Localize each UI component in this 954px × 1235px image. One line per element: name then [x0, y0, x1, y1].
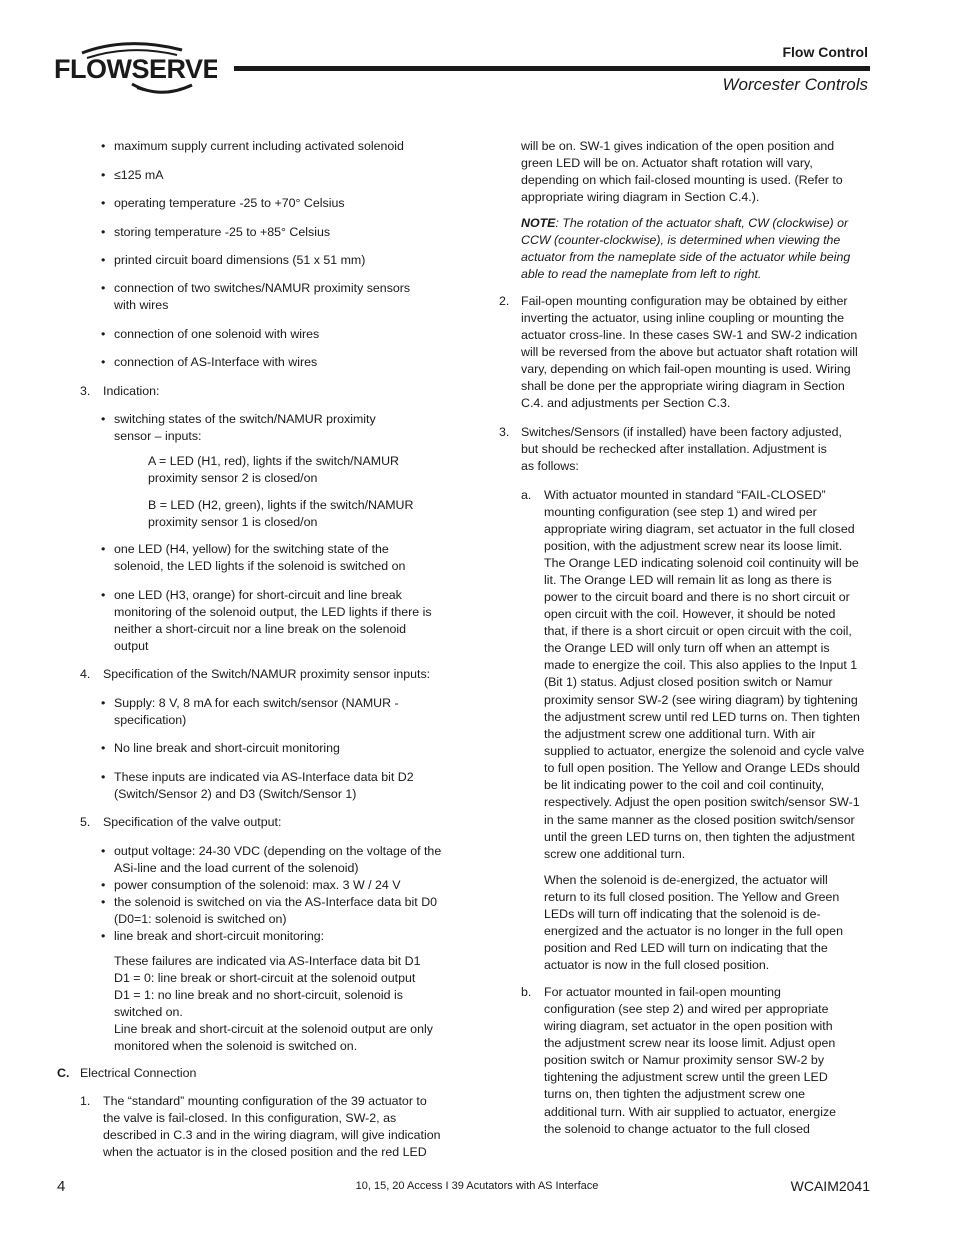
paragraph-line: in the same manner as the closed position switch/sensor: [544, 813, 855, 827]
list-item: specification): [114, 713, 187, 727]
paragraph-line: Fail-open mounting configuration may be obtained by either: [521, 294, 848, 308]
page-number: 4: [57, 1178, 66, 1195]
paragraph-line: will be reversed from the above but actuator shaft rotation will: [521, 345, 858, 359]
bullet: •: [101, 696, 106, 710]
paragraph-line: as follows:: [521, 459, 579, 473]
list-letter: a.: [521, 488, 532, 502]
bullet: •: [101, 878, 106, 892]
section-letter: C.: [57, 1066, 70, 1080]
bullet: •: [101, 355, 106, 369]
paragraph-line: tightening the adjustment screw until the green LED: [544, 1070, 828, 1084]
paragraph-line: will be on. SW-1 gives indication of the open position and: [521, 139, 835, 153]
bullet: •: [101, 895, 106, 909]
paragraph-line: The Orange LED indicating solenoid coil continuity will be: [544, 556, 859, 570]
division-label: Worcester Controls: [722, 75, 868, 94]
note-text: : The rotation of the actuator shaft, CW (clockwise) or: [555, 216, 849, 230]
paragraph-line: proximity sensor 1 is closed/on: [148, 515, 318, 529]
list-number: 2.: [499, 294, 510, 308]
paragraph-line: mounting configuration (see step 1) and wired per: [544, 505, 817, 519]
note-line: [521, 215, 848, 232]
list-item: power consumption of the solenoid: max. 3 W / 24 V: [114, 878, 401, 892]
bullet: •: [101, 542, 106, 556]
bullet: •: [101, 253, 106, 267]
list-item: These inputs are indicated via AS-Interface data bit D2: [114, 770, 414, 784]
bullet: •: [101, 588, 106, 602]
section-heading: Specification of the valve output:: [103, 815, 282, 829]
paragraph-line: monitored when the solenoid is switched on.: [114, 1039, 358, 1053]
paragraph-line: These failures are indicated via AS-Interface data bit D1: [114, 954, 421, 968]
paragraph-line: be lit indicating power to the coil and coil continuity,: [544, 778, 825, 792]
paragraph-line: proximity sensor 2 is closed/on: [148, 471, 318, 485]
bullet: •: [101, 929, 106, 943]
paragraph-line: (Bit 1) status. Adjust closed position switch or Namur: [544, 675, 833, 689]
list-item: output voltage: 24-30 VDC (depending on the voltage of the: [114, 844, 442, 858]
paragraph-line: the Orange LED will only turn off when an attempt is: [544, 641, 830, 655]
note-line: able to read the nameplate from left to right.: [521, 267, 762, 281]
paragraph-line: D1 = 0: line break or short-circuit at the solenoid output: [114, 971, 416, 985]
paragraph-line: the adjustment screw near its loose limit. Adjust open: [544, 1036, 836, 1050]
list-item: storing temperature -25 to +85° Celsius: [114, 225, 331, 239]
list-item: connection of one solenoid with wires: [114, 327, 320, 341]
list-item: Supply: 8 V, 8 mA for each switch/sensor (NAMUR -: [114, 696, 399, 710]
paragraph-line: position, with the adjustment screw near its loose limit.: [544, 539, 843, 553]
section-heading: Indication:: [103, 384, 160, 398]
paragraph-line: made to energize the coil. This also applies to the Input 1: [544, 658, 858, 672]
bullet: •: [101, 327, 106, 341]
paragraph-line: With actuator mounted in standard “FAIL-CLOSED”: [544, 488, 826, 502]
paragraph-line: when the actuator is in the closed position and the red LED: [103, 1145, 427, 1159]
paragraph-line: the valve is fail-closed. In this configuration, SW-2, as: [103, 1111, 397, 1125]
paragraph-line: shall be done per the appropriate wiring diagram in Section: [521, 379, 845, 393]
list-item: ≤125 mA: [114, 168, 164, 182]
list-item: one LED (H4, yellow) for the switching state of the: [114, 542, 389, 556]
bullet: •: [101, 770, 106, 784]
paragraph-line: proximity sensor SW-2 (see wiring diagram) by tightening: [544, 693, 858, 707]
paragraph-line: Switches/Sensors (if installed) have been factory adjusted,: [521, 425, 842, 439]
bullet: •: [101, 196, 106, 210]
paragraph-line: return to its full closed position. The Yellow and Green: [544, 890, 840, 904]
paragraph-line: B = LED (H2, green), lights if the switch/NAMUR: [148, 498, 414, 512]
paragraph-line: appropriate wiring diagram in Section C.4.).: [521, 190, 760, 204]
list-item: printed circuit board dimensions (51 x 51 mm): [114, 253, 366, 267]
list-item: solenoid, the LED lights if the solenoid is switched on: [114, 559, 406, 573]
paragraph-line: appropriate wiring diagram, set actuator in the full closed: [544, 522, 855, 536]
bullet: •: [101, 281, 106, 295]
bullet: •: [101, 412, 106, 426]
paragraph-line: lit. The Orange LED will remain lit as long as there is: [544, 573, 832, 587]
list-item: connection of AS-Interface with wires: [114, 355, 318, 369]
list-item: neither a short-circuit nor a line break on the solenoid: [114, 622, 407, 636]
paragraph-line: depending on which fail-closed mounting is used. (Refer to: [521, 173, 843, 187]
list-item: sensor – inputs:: [114, 429, 202, 443]
list-item: ASi-line and the load current of the solenoid): [114, 861, 359, 875]
list-item: maximum supply current including activated solenoid: [114, 139, 404, 153]
paragraph-line: A = LED (H1, red), lights if the switch/NAMUR: [148, 454, 399, 468]
list-item: the solenoid is switched on via the AS-Interface data bit D0: [114, 895, 438, 909]
svg-text:FLOWSERVE: FLOWSERVE: [54, 54, 217, 84]
list-number: 3.: [80, 384, 91, 398]
list-number: 3.: [499, 425, 510, 439]
list-item: operating temperature -25 to +70° Celsius: [114, 196, 345, 210]
footer-title: 10, 15, 20 Access I 39 Acutators with AS Interface: [355, 1180, 599, 1192]
paragraph-line: until the green LED turns on, then tighten the adjustment: [544, 830, 855, 844]
paragraph-line: Line break and short-circuit at the solenoid output are only: [114, 1022, 433, 1036]
list-item: one LED (H3, orange) for short-circuit and line break: [114, 588, 402, 602]
paragraph-line: the adjustment screw one additional turn. With air: [544, 727, 816, 741]
paragraph-line: position switch or Namur proximity sensor SW-2 by: [544, 1053, 825, 1067]
list-item: (D0=1: solenoid is switched on): [114, 912, 287, 926]
paragraph-line: additional turn. With air supplied to actuator, energize: [544, 1105, 837, 1119]
paragraph-line: inverting the actuator, using inline coupling or mounting the: [521, 311, 845, 325]
paragraph-line: that, if there is a short circuit or open circuit with the coil,: [544, 624, 852, 638]
paragraph-line: the adjustment screw until red LED turns on. Then tighten: [544, 710, 860, 724]
paragraph-line: vary, depending on which fail-open mounting is used. Wiring: [521, 362, 851, 376]
paragraph-line: green LED will be on. Actuator shaft rotation will vary,: [521, 156, 813, 170]
list-item: output: [114, 639, 149, 653]
header-rule: [234, 66, 870, 71]
paragraph-line: LEDs will turn off indicating that the solenoid is de-: [544, 907, 821, 921]
bullet: •: [101, 741, 106, 755]
list-item: connection of two switches/NAMUR proximity sensors: [114, 281, 411, 295]
paragraph-line: For actuator mounted in fail-open mounting: [544, 985, 781, 999]
paragraph-line: configuration (see step 2) and wired per appropriate: [544, 1002, 829, 1016]
paragraph-line: wiring diagram, set actuator in the open position with: [544, 1019, 833, 1033]
doc-code: WCAIM2041: [790, 1178, 870, 1194]
list-letter: b.: [521, 985, 532, 999]
paragraph-line: to full open position. The Yellow and Orange LEDs should: [544, 761, 860, 775]
paragraph-line: actuator cross-line. In these cases SW-1 and SW-2 indication: [521, 328, 858, 342]
note-label: NOTE: [521, 216, 556, 230]
paragraph-line: When the solenoid is de-energized, the actuator will: [544, 873, 828, 887]
list-item: monitoring of the solenoid output, the LED lights if there is: [114, 605, 432, 619]
paragraph-line: C.4. and adjustments per Section C.3.: [521, 396, 731, 410]
brand-label: Flow Control: [782, 44, 868, 60]
paragraph-line: but should be rechecked after installation. Adjustment is: [521, 442, 827, 456]
paragraph-line: screw one additional turn.: [544, 847, 686, 861]
paragraph-line: The “standard” mounting configuration of the 39 actuator to: [103, 1094, 427, 1108]
paragraph-line: energized and the actuator is no longer in the full open: [544, 924, 843, 938]
section-heading: Specification of the Switch/NAMUR proximity sensor inputs:: [103, 667, 431, 681]
list-number: 4.: [80, 667, 91, 681]
bullet: •: [101, 168, 106, 182]
list-number: 5.: [80, 815, 91, 829]
paragraph-line: switched on.: [114, 1005, 183, 1019]
list-item: switching states of the switch/NAMUR proximity: [114, 412, 376, 426]
paragraph-line: D1 = 1: no line break and no short-circuit, solenoid is: [114, 988, 403, 1002]
paragraph-line: turns on, then tighten the adjustment screw one: [544, 1087, 806, 1101]
list-number: 1.: [80, 1094, 91, 1108]
note-line: CCW (counter-clockwise), is determined when viewing the: [521, 233, 841, 247]
paragraph-line: the solenoid to change actuator to the full closed: [544, 1122, 810, 1136]
paragraph-line: power to the circuit board and there is no short circuit or: [544, 590, 850, 604]
flowserve-logo: [52, 38, 217, 100]
paragraph-line: described in C.3 and in the wiring diagram, will give indication: [103, 1128, 441, 1142]
section-heading: Electrical Connection: [80, 1066, 197, 1080]
paragraph-line: respectively. Adjust the open position switch/sensor SW-1: [544, 795, 860, 809]
note-line: actuator from the nameplate side of the actuator while being: [521, 250, 851, 264]
bullet: •: [101, 844, 106, 858]
bullet: •: [101, 139, 106, 153]
paragraph-line: actuator is now in the full closed position.: [544, 958, 770, 972]
paragraph-line: supplied to actuator, energize the solenoid and cycle valve: [544, 744, 865, 758]
paragraph-line: position and Red LED will turn on indicating that the: [544, 941, 828, 955]
bullet: •: [101, 225, 106, 239]
paragraph-line: open circuit with the coil. However, it should be noted: [544, 607, 836, 621]
list-item: line break and short-circuit monitoring:: [114, 929, 325, 943]
list-item: No line break and short-circuit monitoring: [114, 741, 340, 755]
list-item: (Switch/Sensor 2) and D3 (Switch/Sensor 1): [114, 787, 357, 801]
list-item: with wires: [114, 298, 169, 312]
